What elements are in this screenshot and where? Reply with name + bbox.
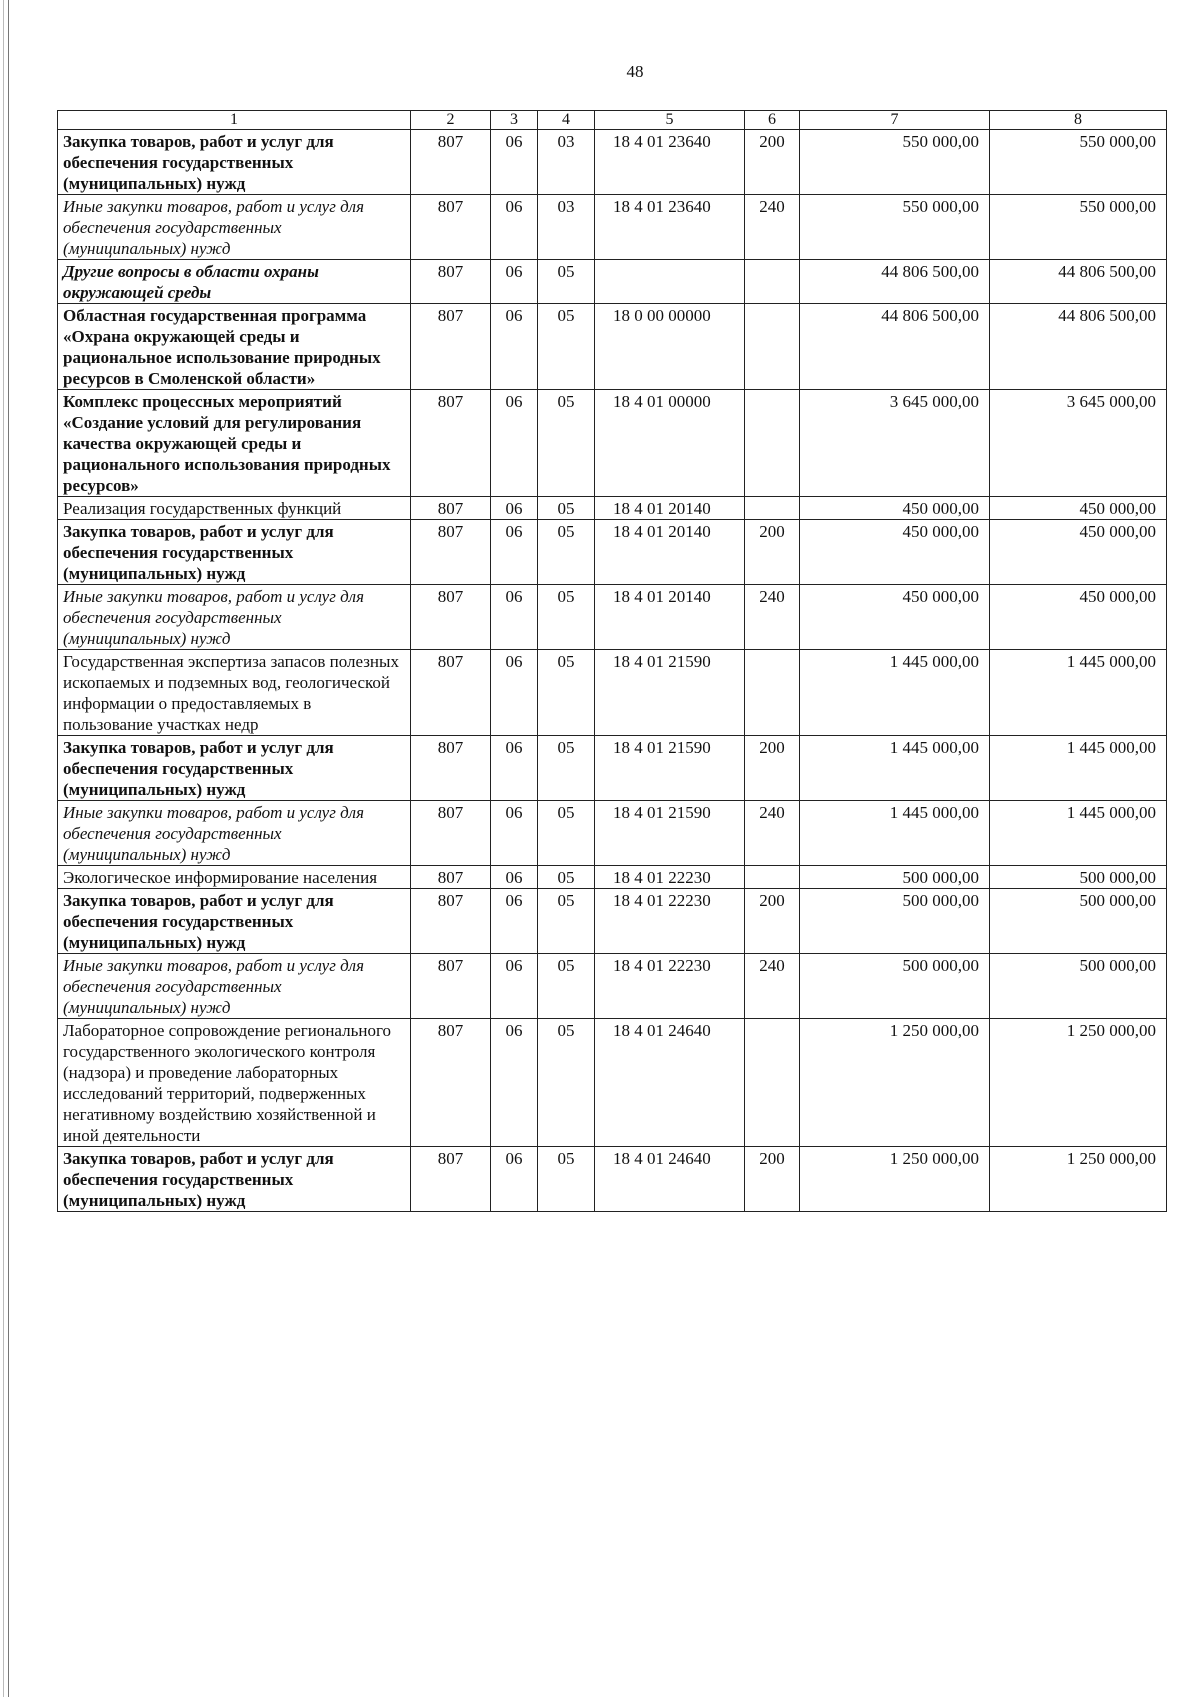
amount-year1-cell: 500 000,00 (800, 889, 990, 954)
page-number: 48 (626, 62, 644, 81)
subsection-code-cell: 05 (538, 866, 595, 889)
section-code-cell: 06 (491, 736, 538, 801)
ministry-code-cell: 807 (411, 497, 491, 520)
amount-year2-cell: 450 000,00 (990, 585, 1167, 650)
subsection-code-cell: 05 (538, 585, 595, 650)
section-code-cell: 06 (491, 195, 538, 260)
section-code-cell: 06 (491, 866, 538, 889)
budget-table (57, 110, 1167, 1212)
amount-year1-cell: 1 445 000,00 (800, 736, 990, 801)
row-name-cell: Иные закупки товаров, работ и услуг для обеспечения государственных (муниципальных) нужд (58, 954, 411, 1019)
section-code-cell: 06 (491, 585, 538, 650)
section-code-cell: 06 (491, 304, 538, 390)
amount-year2-cell: 450 000,00 (990, 497, 1167, 520)
ministry-code-cell: 807 (411, 390, 491, 497)
table-row (58, 304, 1167, 390)
amount-year1-cell: 550 000,00 (800, 195, 990, 260)
table-row (58, 801, 1167, 866)
section-code-cell: 06 (491, 130, 538, 195)
amount-year1-cell: 550 000,00 (800, 130, 990, 195)
subsection-code-cell: 05 (538, 520, 595, 585)
section-code-cell: 06 (491, 1147, 538, 1212)
amount-year2-cell: 44 806 500,00 (990, 260, 1167, 304)
target-article-cell: 18 4 01 22230 (595, 866, 745, 889)
ministry-code-cell: 807 (411, 650, 491, 736)
amount-year1-cell: 3 645 000,00 (800, 390, 990, 497)
ministry-code-cell: 807 (411, 736, 491, 801)
amount-year2-cell: 3 645 000,00 (990, 390, 1167, 497)
target-article-cell: 18 4 01 23640 (595, 195, 745, 260)
expense-type-cell (745, 260, 800, 304)
subsection-code-cell: 05 (538, 260, 595, 304)
table-row (58, 130, 1167, 195)
ministry-code-cell: 807 (411, 304, 491, 390)
table-row (58, 260, 1167, 304)
ministry-code-cell: 807 (411, 520, 491, 585)
target-article-cell: 18 4 01 20140 (595, 497, 745, 520)
expense-type-cell (745, 497, 800, 520)
scan-edge-line (3, 0, 4, 1697)
table-row (58, 650, 1167, 736)
ministry-code-cell: 807 (411, 585, 491, 650)
table-row (58, 585, 1167, 650)
expense-type-cell: 200 (745, 520, 800, 585)
ministry-code-cell: 807 (411, 954, 491, 1019)
subsection-code-cell: 05 (538, 736, 595, 801)
amount-year2-cell: 450 000,00 (990, 520, 1167, 585)
ministry-code-cell: 807 (411, 801, 491, 866)
expense-type-cell (745, 304, 800, 390)
row-name-cell: Лабораторное сопровождение регионального государственного экологического контроля (надзора) и проведение лабораторных исследований территорий, подверженных негативному воздействию хозяйственной и иной деятельности (58, 1019, 411, 1147)
subsection-code-cell: 03 (538, 130, 595, 195)
header-row (58, 111, 1167, 130)
table-row (58, 954, 1167, 1019)
ministry-code-cell: 807 (411, 866, 491, 889)
table-row (58, 866, 1167, 889)
amount-year2-cell: 500 000,00 (990, 889, 1167, 954)
row-name-cell: Областная государственная программа «Охрана окружающей среды и рациональное использование природных ресурсов в Смоленской области» (58, 304, 411, 390)
expense-type-cell: 240 (745, 801, 800, 866)
subsection-code-cell: 05 (538, 304, 595, 390)
target-article-cell: 18 4 01 22230 (595, 889, 745, 954)
section-code-cell: 06 (491, 954, 538, 1019)
expense-type-cell: 240 (745, 954, 800, 1019)
amount-year2-cell: 44 806 500,00 (990, 304, 1167, 390)
amount-year2-cell: 1 445 000,00 (990, 801, 1167, 866)
ministry-code-cell: 807 (411, 1019, 491, 1147)
row-name-cell: Экологическое информирование населения (58, 866, 411, 889)
subsection-code-cell: 05 (538, 1147, 595, 1212)
section-code-cell: 06 (491, 260, 538, 304)
expense-type-cell: 240 (745, 195, 800, 260)
row-name-cell: Иные закупки товаров, работ и услуг для обеспечения государственных (муниципальных) нужд (58, 801, 411, 866)
row-name-cell: Закупка товаров, работ и услуг для обеспечения государственных (муниципальных) нужд (58, 1147, 411, 1212)
section-code-cell: 06 (491, 889, 538, 954)
target-article-cell: 18 4 01 21590 (595, 801, 745, 866)
expense-type-cell (745, 1019, 800, 1147)
column-header: 2 (411, 111, 491, 130)
amount-year1-cell: 500 000,00 (800, 954, 990, 1019)
table-row (58, 520, 1167, 585)
section-code-cell: 06 (491, 801, 538, 866)
column-header: 1 (58, 111, 411, 130)
table-body (58, 111, 1167, 1212)
expense-type-cell: 200 (745, 130, 800, 195)
target-article-cell: 18 0 00 00000 (595, 304, 745, 390)
amount-year1-cell: 500 000,00 (800, 866, 990, 889)
column-header: 6 (745, 111, 800, 130)
row-name-cell: Иные закупки товаров, работ и услуг для обеспечения государственных (муниципальных) нужд (58, 585, 411, 650)
subsection-code-cell: 05 (538, 390, 595, 497)
target-article-cell: 18 4 01 24640 (595, 1147, 745, 1212)
subsection-code-cell: 05 (538, 801, 595, 866)
section-code-cell: 06 (491, 650, 538, 736)
ministry-code-cell: 807 (411, 195, 491, 260)
amount-year1-cell: 450 000,00 (800, 497, 990, 520)
amount-year1-cell: 1 250 000,00 (800, 1147, 990, 1212)
row-name-cell: Государственная экспертиза запасов полезных ископаемых и подземных вод, геологической информации о предоставляемых в пользование участках недр (58, 650, 411, 736)
subsection-code-cell: 05 (538, 1019, 595, 1147)
expense-type-cell: 200 (745, 1147, 800, 1212)
row-name-cell: Закупка товаров, работ и услуг для обеспечения государственных (муниципальных) нужд (58, 520, 411, 585)
amount-year1-cell: 1 445 000,00 (800, 650, 990, 736)
row-name-cell: Комплекс процессных мероприятий «Создание условий для регулирования качества окружающей среды и рационального использования природных ресурсов» (58, 390, 411, 497)
target-article-cell: 18 4 01 24640 (595, 1019, 745, 1147)
column-header: 8 (990, 111, 1167, 130)
table-row (58, 1019, 1167, 1147)
target-article-cell: 18 4 01 21590 (595, 650, 745, 736)
target-article-cell: 18 4 01 22230 (595, 954, 745, 1019)
amount-year1-cell: 450 000,00 (800, 585, 990, 650)
expense-type-cell (745, 650, 800, 736)
target-article-cell: 18 4 01 20140 (595, 520, 745, 585)
amount-year1-cell: 44 806 500,00 (800, 260, 990, 304)
column-header: 7 (800, 111, 990, 130)
amount-year2-cell: 1 250 000,00 (990, 1147, 1167, 1212)
subsection-code-cell: 05 (538, 889, 595, 954)
expense-type-cell: 200 (745, 736, 800, 801)
expense-type-cell: 240 (745, 585, 800, 650)
subsection-code-cell: 05 (538, 954, 595, 1019)
row-name-cell: Другие вопросы в области охраны окружающей среды (58, 260, 411, 304)
table-row (58, 1147, 1167, 1212)
target-article-cell: 18 4 01 23640 (595, 130, 745, 195)
amount-year2-cell: 1 445 000,00 (990, 736, 1167, 801)
row-name-cell: Закупка товаров, работ и услуг для обеспечения государственных (муниципальных) нужд (58, 130, 411, 195)
amount-year2-cell: 1 250 000,00 (990, 1019, 1167, 1147)
table-row (58, 736, 1167, 801)
ministry-code-cell: 807 (411, 260, 491, 304)
row-name-cell: Закупка товаров, работ и услуг для обеспечения государственных (муниципальных) нужд (58, 889, 411, 954)
column-header: 3 (491, 111, 538, 130)
expense-type-cell (745, 390, 800, 497)
table-row (58, 497, 1167, 520)
scan-edge-line (8, 0, 9, 1697)
row-name-cell: Закупка товаров, работ и услуг для обеспечения государственных (муниципальных) нужд (58, 736, 411, 801)
section-code-cell: 06 (491, 390, 538, 497)
section-code-cell: 06 (491, 1019, 538, 1147)
ministry-code-cell: 807 (411, 1147, 491, 1212)
row-name-cell: Реализация государственных функций (58, 497, 411, 520)
amount-year2-cell: 550 000,00 (990, 130, 1167, 195)
amount-year2-cell: 1 445 000,00 (990, 650, 1167, 736)
target-article-cell: 18 4 01 21590 (595, 736, 745, 801)
expense-type-cell: 200 (745, 889, 800, 954)
amount-year1-cell: 450 000,00 (800, 520, 990, 585)
expense-type-cell (745, 866, 800, 889)
target-article-cell: 18 4 01 20140 (595, 585, 745, 650)
column-header: 4 (538, 111, 595, 130)
table-row (58, 390, 1167, 497)
amount-year2-cell: 550 000,00 (990, 195, 1167, 260)
amount-year1-cell: 1 250 000,00 (800, 1019, 990, 1147)
target-article-cell: 18 4 01 00000 (595, 390, 745, 497)
row-name-cell: Иные закупки товаров, работ и услуг для обеспечения государственных (муниципальных) нужд (58, 195, 411, 260)
amount-year2-cell: 500 000,00 (990, 866, 1167, 889)
ministry-code-cell: 807 (411, 889, 491, 954)
ministry-code-cell: 807 (411, 130, 491, 195)
subsection-code-cell: 05 (538, 650, 595, 736)
target-article-cell (595, 260, 745, 304)
subsection-code-cell: 03 (538, 195, 595, 260)
table-row (58, 889, 1167, 954)
amount-year2-cell: 500 000,00 (990, 954, 1167, 1019)
table-row (58, 195, 1167, 260)
subsection-code-cell: 05 (538, 497, 595, 520)
amount-year1-cell: 1 445 000,00 (800, 801, 990, 866)
section-code-cell: 06 (491, 520, 538, 585)
column-header: 5 (595, 111, 745, 130)
amount-year1-cell: 44 806 500,00 (800, 304, 990, 390)
section-code-cell: 06 (491, 497, 538, 520)
